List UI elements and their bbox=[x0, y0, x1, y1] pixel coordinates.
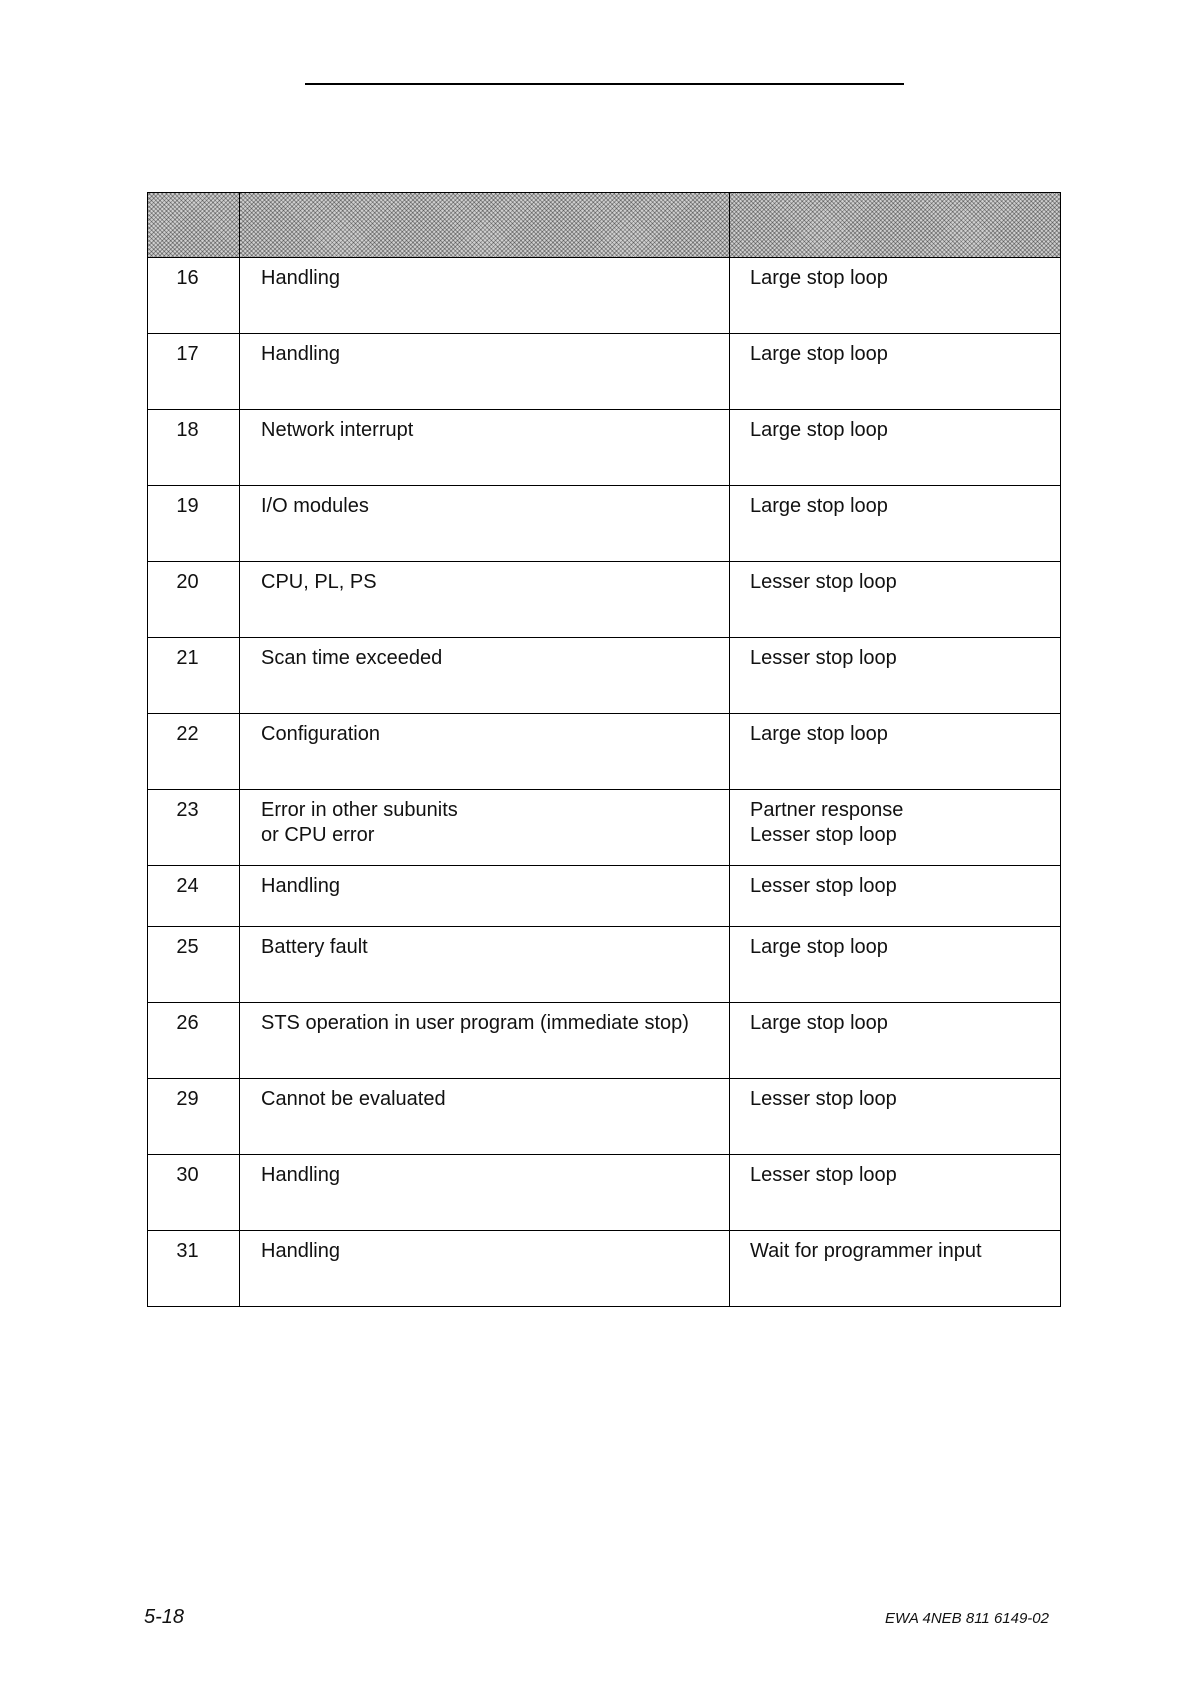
row-cause: CPU, PL, PS bbox=[240, 562, 730, 638]
table-row bbox=[148, 866, 1061, 927]
row-number: 20 bbox=[148, 562, 240, 638]
table-row bbox=[148, 1003, 1061, 1079]
row-cause: Error in other subunits or CPU error bbox=[240, 790, 730, 866]
table-row bbox=[148, 638, 1061, 714]
row-response: Partner response Lesser stop loop bbox=[730, 790, 1061, 866]
row-response: Large stop loop bbox=[730, 1003, 1061, 1079]
row-number: 29 bbox=[148, 1079, 240, 1155]
row-number: 21 bbox=[148, 638, 240, 714]
page-number: 5-18 bbox=[144, 1606, 185, 1628]
row-cause: Handling bbox=[240, 1231, 730, 1307]
row-response: Lesser stop loop bbox=[730, 866, 1061, 927]
row-number: 16 bbox=[148, 258, 240, 334]
row-cause: Handling bbox=[240, 1155, 730, 1231]
table-header-row bbox=[148, 193, 1061, 258]
row-cause: Configuration bbox=[240, 714, 730, 790]
row-cause: Network interrupt bbox=[240, 410, 730, 486]
row-cause: I/O modules bbox=[240, 486, 730, 562]
row-cause: Handling bbox=[240, 258, 730, 334]
header-rule bbox=[305, 83, 904, 85]
row-number: 17 bbox=[148, 334, 240, 410]
header-cell-cause bbox=[240, 193, 730, 258]
row-number: 22 bbox=[148, 714, 240, 790]
table-row bbox=[148, 790, 1061, 866]
header-cell-response bbox=[730, 193, 1061, 258]
table-row bbox=[148, 562, 1061, 638]
row-response: Large stop loop bbox=[730, 334, 1061, 410]
table-row bbox=[148, 410, 1061, 486]
table-row bbox=[148, 486, 1061, 562]
row-response: Large stop loop bbox=[730, 410, 1061, 486]
row-cause: Cannot be evaluated bbox=[240, 1079, 730, 1155]
row-response: Large stop loop bbox=[730, 258, 1061, 334]
row-number: 26 bbox=[148, 1003, 240, 1079]
row-cause: STS operation in user program (immediate stop) bbox=[240, 1003, 730, 1079]
table-row bbox=[148, 334, 1061, 410]
row-response: Lesser stop loop bbox=[730, 1155, 1061, 1231]
row-number: 31 bbox=[148, 1231, 240, 1307]
row-number: 19 bbox=[148, 486, 240, 562]
row-number: 25 bbox=[148, 927, 240, 1003]
row-cause: Handling bbox=[240, 866, 730, 927]
row-cause: Handling bbox=[240, 334, 730, 410]
table-row bbox=[148, 1155, 1061, 1231]
row-number: 24 bbox=[148, 866, 240, 927]
row-response: Lesser stop loop bbox=[730, 638, 1061, 714]
table-row bbox=[148, 927, 1061, 1003]
row-response: Wait for programmer input bbox=[730, 1231, 1061, 1307]
row-response: Lesser stop loop bbox=[730, 1079, 1061, 1155]
row-response: Large stop loop bbox=[730, 927, 1061, 1003]
document-code: EWA 4NEB 811 6149-02 bbox=[885, 1610, 1049, 1627]
table-row bbox=[148, 258, 1061, 334]
row-number: 30 bbox=[148, 1155, 240, 1231]
header-cell-number bbox=[148, 193, 240, 258]
row-number: 18 bbox=[148, 410, 240, 486]
row-number: 23 bbox=[148, 790, 240, 866]
row-cause: Battery fault bbox=[240, 927, 730, 1003]
row-response: Large stop loop bbox=[730, 714, 1061, 790]
table-row bbox=[148, 714, 1061, 790]
fault-table bbox=[147, 192, 1061, 1307]
row-response: Lesser stop loop bbox=[730, 562, 1061, 638]
table-row bbox=[148, 1079, 1061, 1155]
row-response: Large stop loop bbox=[730, 486, 1061, 562]
table-row bbox=[148, 1231, 1061, 1307]
row-cause: Scan time exceeded bbox=[240, 638, 730, 714]
